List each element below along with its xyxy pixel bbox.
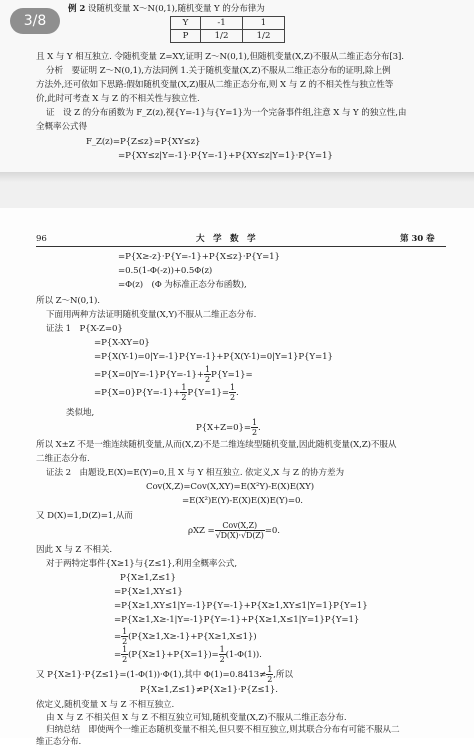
fraction-half	[204, 365, 211, 384]
formula-line: =P{X-XY=0}	[94, 338, 150, 348]
fraction-half	[229, 383, 236, 402]
formula-part: ρXZ =	[188, 526, 215, 536]
text-line: 所以 Z～N(0,1).	[36, 296, 100, 306]
numerator: 1	[122, 645, 128, 654]
formula-line	[196, 418, 261, 437]
text-line: 所以 X±Z 不是一维连续随机变量,从而(X,Z)不是二维连续型随机变量,因此随机变量(X,Z)不服从	[36, 440, 397, 450]
fraction-half	[219, 645, 226, 664]
denominator: 2	[205, 375, 211, 384]
text-line: 又 D(X)=1,D(Z)=1,从而	[36, 511, 133, 521]
text-line: 证 设 Z 的分布函数为 F_Z(z),视{Y=-1}与{Y=1}为一个完备事件组,注意 X 与 Y 的独立性,由	[46, 108, 407, 118]
table-cell: 1/2	[243, 30, 285, 43]
table-cell: Y	[171, 17, 201, 30]
numerator: 1	[267, 665, 273, 674]
text-line: 价,此时可考查 X 与 Z 的不相关性与独立性.	[36, 94, 200, 104]
formula-line: F_Z(z)=P{Z≤z}=P{XY≤z}	[86, 137, 201, 147]
numerator: 1	[229, 383, 235, 392]
text-line: 下面用两种方法证明随机变量(X,Y)不服从二维正态分布.	[46, 310, 257, 320]
formula-line: = $\frac{1}{2}$ (P{X≥1,X≥-1}+P{X≥1,X≤1})	[114, 627, 257, 646]
formula-line: =0.5(1-Φ(-z))+0.5Φ(z)	[118, 266, 213, 276]
formula-part: P{Y=1}=	[211, 370, 253, 380]
formula-line: = $\frac{1}{2}$ (P{X≥1}+P{X=1})= $\frac{1}{2}$ (1-Φ(1)).	[114, 645, 262, 664]
table-cell: 1	[243, 17, 285, 30]
numerator: Cov(X,Z)	[215, 521, 265, 531]
formula-line	[94, 365, 253, 384]
numerator: 1	[122, 627, 128, 636]
numerator: 1	[251, 418, 257, 427]
page-1-fragment	[0, 0, 474, 172]
distribution-table	[170, 16, 285, 43]
denominator: 2	[251, 428, 257, 437]
formula-part: P{X+Z=0}=	[196, 423, 251, 433]
formula-line: =P{X≥1,X≥-1|Y=-1}P{Y=-1}+P{X≥1,X≤1|Y=1}P{Y=1}	[114, 615, 360, 625]
text-line	[36, 665, 293, 684]
page-2	[0, 208, 474, 747]
formula-part: .	[235, 388, 239, 398]
table-cell: -1	[201, 17, 243, 30]
formula-line: P{X≥1,Z≤1}	[120, 573, 176, 583]
formula-line: =P{X(Y-1)=0|Y=-1}P{Y=-1}+P{X(Y-1)=0|Y=1}P{Y=1}	[94, 352, 333, 362]
numerator: 1	[205, 365, 211, 374]
fraction-cov	[215, 521, 265, 540]
formula-part: P{Y=1}=	[187, 388, 229, 398]
text-line: 二维正态分布.	[36, 454, 90, 464]
text-line: 方法外,还可依如下思路:假如随机变量(X,Z)服从二维正态分布,则 X 与 Z 的不相关性与独立性等	[36, 80, 394, 90]
formula-line: =P{XY≤z|Y=-1}·P{Y=-1}+P{XY≤z|Y=1}·P{Y=1}	[118, 151, 333, 161]
text-line: 对于两特定事件{X≥1}与{Z≤1},利用全概率公式,	[46, 559, 237, 569]
fraction-half	[251, 418, 258, 437]
text-line: 分析 要证明 Z～N(0,1),方法同例 1.关于随机变量(X,Z)不服从二维正态分布的证明,除上例	[46, 66, 391, 76]
denominator: 2	[122, 655, 128, 664]
denominator: √D(X)·√D(Z)	[215, 531, 264, 540]
volume-label: 第 30 卷	[400, 234, 435, 244]
formula-line: =P{X≥1,XY≤1|Y=-1}P{Y=-1}+P{X≥1,XY≤1|Y=1}P{Y=1}	[114, 601, 368, 611]
text-line: 因此 X 与 Z 不相关.	[36, 545, 113, 555]
page-counter-badge: 3/8	[10, 8, 60, 34]
example-text: 设随机变量 X～N(0,1),随机变量 Y 的分布律为	[87, 4, 265, 14]
header-rule	[36, 246, 446, 247]
text-line: 依定义,随机变量 X 与 Z 不相互独立.	[36, 700, 175, 710]
text-line: 类似地,	[66, 408, 95, 418]
formula-part: .	[257, 423, 261, 433]
example-label: 例 2	[68, 4, 86, 14]
formula-line: Cov(X,Z)=Cov(X,XY)=E(X²Y)-E(X)E(XY)	[146, 482, 314, 492]
table-cell: 1/2	[201, 30, 243, 43]
table-row	[171, 30, 285, 43]
page-number: 96	[36, 234, 47, 244]
formula-line: P{X≥1,Z≤1}≠P{X≥1}·P{Z≤1}.	[140, 685, 278, 695]
text-line: 且 X 与 Y 相互独立. 令随机变量 Z=XY,证明 Z～N(0,1),但随机变量(X,Z)不服从二维正态分布[3].	[36, 52, 404, 62]
summary-line: 维正态分布.	[36, 737, 82, 747]
formula-part: (P{X≥1}+P{X=1})=	[128, 650, 219, 660]
correlation-formula	[188, 521, 280, 540]
proof-heading: 证法 1 P{X-Z=0}	[46, 324, 123, 334]
proof-heading: 证法 2 由题设,E(X)=E(Y)=0,且 X 与 Y 相互独立. 依定义,X 与 Z 的协方差为	[46, 468, 344, 478]
formula-line: =P{X≥1,XY≤1}	[114, 587, 183, 597]
formula-part: =P{X=0|Y=-1}P{Y=-1}+	[94, 370, 205, 380]
page-gap-shadow	[0, 172, 474, 182]
text-line: 全概率公式得	[36, 122, 87, 132]
table-row	[171, 17, 285, 30]
formula-line	[94, 383, 239, 402]
denominator: 2	[267, 675, 273, 684]
table-cell: P	[171, 30, 201, 43]
denominator: 2	[229, 393, 235, 402]
journal-title: 大 学 数 学	[196, 234, 256, 244]
formula-part: 又 P{X≥1}·P{Z≤1}=(1-Φ(1))·Φ(1),其中 Φ(1)=0.8413≠	[36, 670, 267, 680]
formula-part: (1-Φ(1)).	[225, 650, 262, 660]
numerator: 1	[219, 645, 225, 654]
formula-line: =E(X²)E(Y)-E(X)E(X)E(Y)=0.	[182, 496, 303, 506]
formula-part: ,所以	[273, 670, 293, 680]
formula-part: =P{X=0}P{Y=-1}+	[94, 388, 181, 398]
numerator: 1	[181, 383, 187, 392]
example-heading	[68, 4, 265, 15]
formula-part: =0.	[264, 526, 280, 536]
denominator: 2	[219, 655, 225, 664]
text-line: 由 X 与 Z 不相关但 X 与 Z 不相互独立可知,随机变量(X,Z)不服从二维正态分布.	[46, 713, 347, 723]
denominator: 2	[122, 637, 128, 646]
formula-line: =P{X≥-z}·P{Y=-1}+P{X≤z}·P{Y=1}	[118, 252, 280, 262]
denominator: 2	[181, 393, 187, 402]
formula-line: =Φ(z) (Φ 为标准正态分布函数),	[118, 280, 247, 290]
formula-part: (P{X≥1,X≥-1}+P{X≥1,X≤1})	[128, 632, 257, 642]
summary-line: 归纳总结 即使两个一维正态随机变量不相关,但只要不相互独立,则其联合分布有可能不服从二	[46, 725, 400, 735]
